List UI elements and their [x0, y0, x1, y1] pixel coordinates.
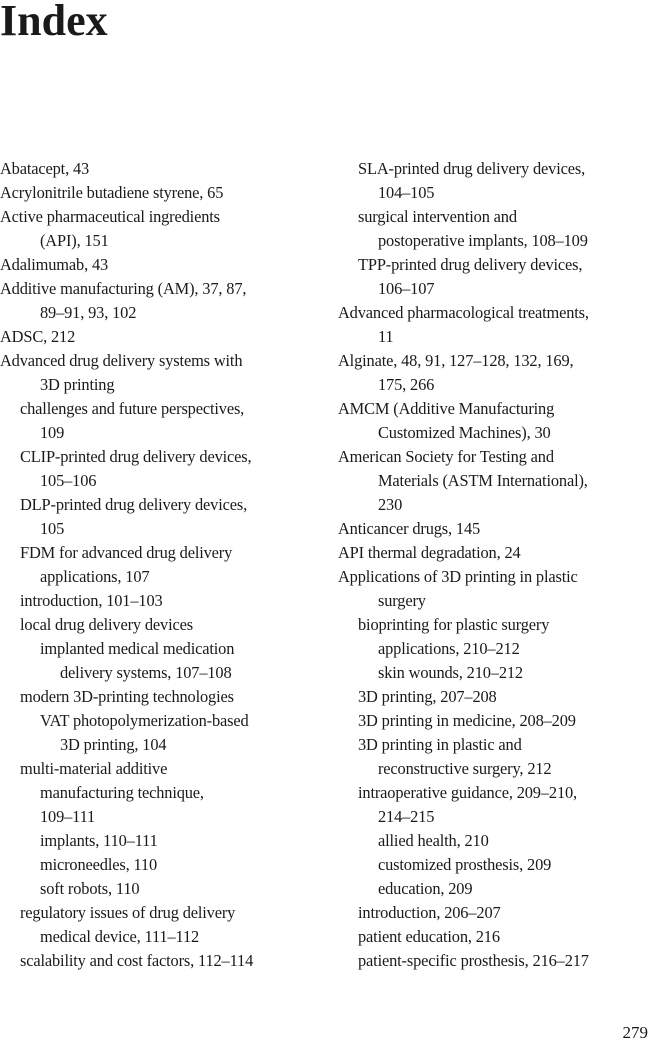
index-entry [0, 541, 320, 589]
index-entry-continuation: 109–111 [40, 807, 96, 826]
index-entry-term: 3D printing, 207–208 [358, 687, 497, 706]
index-entry-term: SLA-printed drug delivery devices, [358, 159, 586, 178]
index-entry-term: local drug delivery devices [20, 615, 193, 634]
index-entry [338, 397, 650, 445]
index-entry [0, 493, 320, 541]
index-entry-term: Anticancer drugs, 145 [338, 519, 481, 538]
index-entry-term: Alginate, 48, 91, 127–128, 132, 169, [338, 351, 574, 370]
index-entry [338, 613, 650, 661]
index-entry [338, 781, 650, 829]
index-entry [0, 949, 320, 973]
index-entry [338, 685, 650, 709]
index-entry-continuation: reconstructive surgery, 212 [378, 759, 552, 778]
index-entry-continuation: 109 [40, 423, 65, 442]
index-entry-term: Additive manufacturing (AM), 37, 87, [0, 279, 247, 298]
index-entry-continuation: 3D printing, 104 [60, 735, 167, 754]
index-entry-term: DLP-printed drug delivery devices, [20, 495, 248, 514]
index-entry [338, 205, 650, 253]
index-entry [0, 637, 320, 685]
index-entry-term: soft robots, 110 [40, 879, 140, 898]
index-entry-term: multi-material additive [20, 759, 168, 778]
index-entry-term: CLIP-printed drug delivery devices, [20, 447, 252, 466]
index-entry-continuation: delivery systems, 107–108 [60, 663, 232, 682]
index-entry-continuation: surgery [378, 591, 426, 610]
index-entry [0, 445, 320, 493]
index-entry-continuation: 3D printing [40, 375, 115, 394]
index-entry [338, 709, 650, 733]
index-entry [338, 253, 650, 301]
index-entry-term: surgical intervention and [358, 207, 517, 226]
index-entry-term: 3D printing in medicine, 208–209 [358, 711, 576, 730]
index-entry-term: ADSC, 212 [0, 327, 76, 346]
index-entry [0, 853, 320, 877]
index-entry-continuation: 105 [40, 519, 65, 538]
index-entry [338, 349, 650, 397]
index-entry-term: Abatacept, 43 [0, 159, 90, 178]
index-entry-term: Acrylonitrile butadiene styrene, 65 [0, 183, 224, 202]
index-entry [338, 853, 650, 877]
index-entry-term: American Society for Testing and [338, 447, 554, 466]
index-entry-continuation: 214–215 [378, 807, 435, 826]
index-entry [0, 277, 320, 325]
index-entry-term: VAT photopolymerization-based [40, 711, 249, 730]
index-entry-continuation: 89–91, 93, 102 [40, 303, 137, 322]
index-entry-term: introduction, 206–207 [358, 903, 501, 922]
index-entry-term: scalability and cost factors, 112–114 [20, 951, 254, 970]
index-entry-continuation: medical device, 111–112 [40, 927, 200, 946]
index-entry-term: API thermal degradation, 24 [338, 543, 521, 562]
index-entry [338, 925, 650, 949]
index-entry-continuation: Materials (ASTM International), [378, 471, 588, 490]
index-entry [338, 949, 650, 973]
index-entry [338, 301, 650, 349]
index-entry [338, 661, 650, 685]
index-entry-continuation: manufacturing technique, [40, 783, 204, 802]
index-entry [0, 709, 320, 757]
index-entry [338, 541, 650, 565]
index-entry [0, 181, 320, 205]
index-column-left [0, 157, 320, 973]
index-entry-term: bioprinting for plastic surgery [358, 615, 550, 634]
index-entry-term: FDM for advanced drug delivery [20, 543, 233, 562]
index-entry-term: allied health, 210 [378, 831, 489, 850]
index-entry-continuation: 105–106 [40, 471, 97, 490]
index-entry-term: Advanced drug delivery systems with [0, 351, 243, 370]
index-entry-term: education, 209 [378, 879, 473, 898]
index-entry [0, 325, 320, 349]
index-entry-term: Advanced pharmacological treatments, [338, 303, 589, 322]
index-entry-continuation: 230 [378, 495, 403, 514]
index-entry [0, 613, 320, 637]
index-entry [0, 685, 320, 709]
index-entry-continuation: (API), 151 [40, 231, 109, 250]
index-entry-term: 3D printing in plastic and [358, 735, 522, 754]
index-entry-term: implants, 110–111 [40, 831, 158, 850]
index-column-right [338, 157, 650, 973]
index-entry-continuation: applications, 210–212 [378, 639, 520, 658]
index-entry-term: modern 3D-printing technologies [20, 687, 234, 706]
index-entry [0, 877, 320, 901]
index-entry [338, 517, 650, 541]
index-entry-continuation: 11 [378, 327, 394, 346]
index-entry-continuation: 104–105 [378, 183, 435, 202]
index-entry [338, 901, 650, 925]
index-entry-continuation: Customized Machines), 30 [378, 423, 551, 442]
index-entry [338, 565, 650, 613]
index-entry [0, 901, 320, 949]
index-entry [0, 157, 320, 181]
index-entry-term: TPP-printed drug delivery devices, [358, 255, 583, 274]
index-entry [338, 877, 650, 901]
page-number: 279 [622, 1023, 648, 1042]
index-entry-term: Adalimumab, 43 [0, 255, 109, 274]
index-entry-term: challenges and future perspectives, [20, 399, 245, 418]
index-entry [338, 445, 650, 517]
index-entry [338, 733, 650, 781]
index-entry [0, 829, 320, 853]
page-title: Index [0, 0, 108, 45]
index-entry [0, 397, 320, 445]
index-entry-term: implanted medical medication [40, 639, 235, 658]
index-entry-continuation: 106–107 [378, 279, 435, 298]
index-entry-term: AMCM (Additive Manufacturing [338, 399, 555, 418]
index-entry-term: regulatory issues of drug delivery [20, 903, 236, 922]
index-entry-term: customized prosthesis, 209 [378, 855, 552, 874]
index-entry-term: intraoperative guidance, 209–210, [358, 783, 577, 802]
index-entry [338, 829, 650, 853]
index-entry [0, 757, 320, 829]
index-entry-term: microneedles, 110 [40, 855, 158, 874]
index-entry [338, 157, 650, 205]
index-entry [0, 589, 320, 613]
index-entry-continuation: applications, 107 [40, 567, 150, 586]
index-entry-term: patient education, 216 [358, 927, 500, 946]
index-entry-continuation: 175, 266 [378, 375, 435, 394]
index-entry [0, 349, 320, 397]
index-entry [0, 253, 320, 277]
index-entry [0, 205, 320, 253]
index-entry-term: skin wounds, 210–212 [378, 663, 523, 682]
index-entry-term: Active pharmaceutical ingredients [0, 207, 220, 226]
index-entry-term: patient-specific prosthesis, 216–217 [358, 951, 589, 970]
index-entry-term: introduction, 101–103 [20, 591, 163, 610]
index-entry-continuation: postoperative implants, 108–109 [378, 231, 588, 250]
index-entry-term: Applications of 3D printing in plastic [338, 567, 578, 586]
